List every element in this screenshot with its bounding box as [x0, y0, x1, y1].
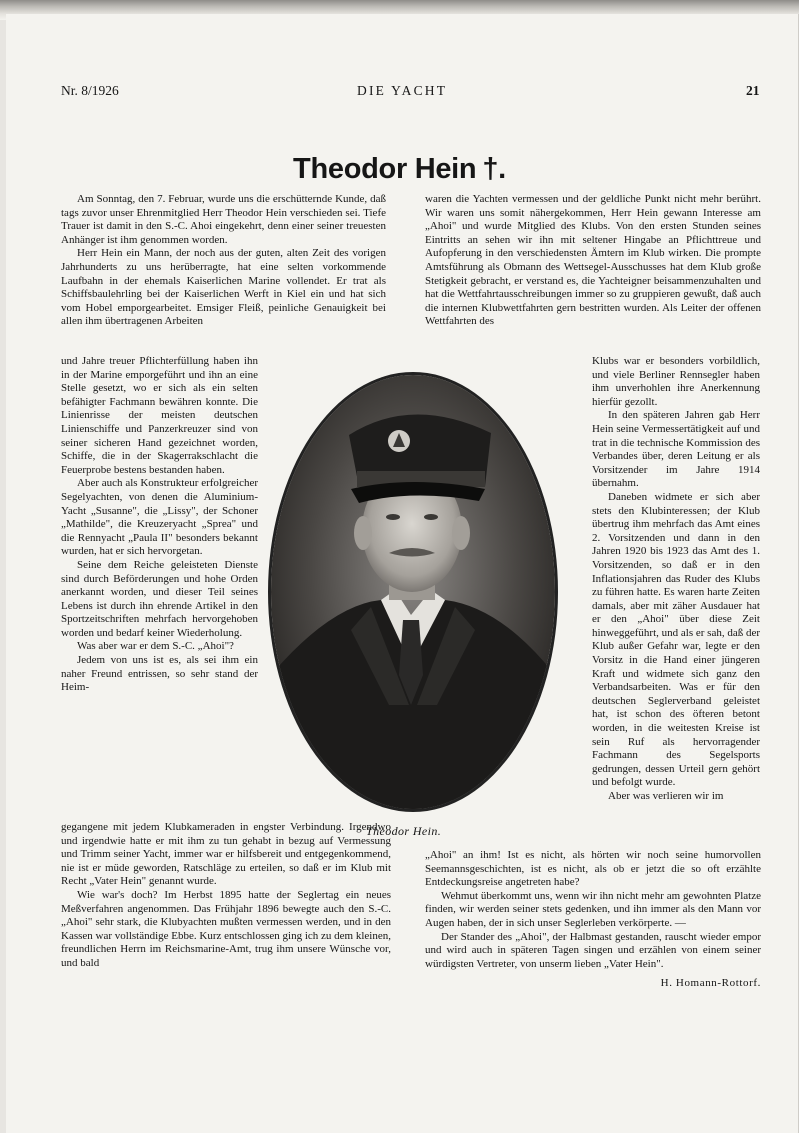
paragraph: Jedem von uns ist es, als sei ihm ein naher Freund entrissen, so sehr stand der Heim- — [61, 654, 258, 694]
paragraph: In den späteren Jahren gab Herr Hein seine Vermessertätigkeit auf und trat in die technische Kommission des Verbandes über, deren Leitung er als Vorsitzender im Jahre 1914 übernahm. — [592, 409, 760, 490]
author-signature: H. Homann-Rottorf. — [660, 977, 761, 990]
paragraph: Seine dem Reiche geleisteten Dienste sind durch Beförderungen und hohe Orden anerkannt worden, und dieser Teil seines Lebens ist durch ihn ehrende Artikel in den Sportzeitschriften mehrfach hervorgehoben worden und bedarf keiner Wiederholung. — [61, 558, 258, 639]
column-left-bottom — [61, 821, 391, 971]
paragraph: Daneben widmete er sich aber stets den Klubinteressen; der Klub übertrug ihm mehrfach das Amt eines 2. Vorsitzenden und dann in den Jahren 1920 bis 1923 das Amt des 1. Vorsitzenden, so daß er in den Inflationsjahren das Ruder des Klubs zu führen hatte. Es waren harte Zeiten damals, aber mit zäher Ausdauer hat er den „Ahoi" über diese Zeit hinweggeführt, und als er sah, daß der Klub außer Gefahr war, legte er den Vorsitz in die Hand einer jüngeren Kraft und widmete sich ganz den Verbandsarbeiten. Was er für den deutschen Seglerverband geleistet hat, ist schon des öfteren betont worden, in die weitesten Kreise ist sein Ruf als hervorragender Fachmann des Segelsports gedrungen, dessen Urteil gern gehört und befolgt wurde. — [592, 490, 761, 789]
paragraph: Herr Hein ein Mann, der noch aus der guten, alten Zeit des vorigen Jahrhunderts zu uns herüberragte, hat eine selten vorkommende Laufbahn in der ehemals Kaiserlichen Marine vollendet. Er trat als Schiffsbaulehrling bei der Kaiserlichen Werft in Kiel ein und hat sich vom Hobel emporgearbeitet. Emsiger Fleiß, peinliche Genauigkeit bei allen ihm übertragenen Arbeiten — [61, 247, 386, 328]
column-right-middle — [592, 355, 760, 804]
journal-title: DIE YACHT — [357, 83, 448, 98]
page-number: 21 — [746, 83, 760, 98]
column-right-top — [425, 193, 761, 329]
column-right-bottom — [425, 849, 761, 991]
paragraph: Aber auch als Konstrukteur erfolgreicher Segelyachten, von denen die Aluminium-Yacht „Susanne", die „Lissy", der Schoner „Mathilde", die Kreuzeryacht „Sprea" und die Rennyacht „Paula II" besonders bekannt wurden, hat er sich hervorgetan. — [61, 477, 258, 558]
article-title — [0, 153, 799, 186]
paragraph: Wehmut überkommt uns, wenn wir ihn nicht mehr am gewohnten Platze finden, wir werden seiner stets gedenken, und ihn immer als den Mann vor Augen haben, der in sich unser Seglerleben verkörperte. — — [425, 889, 761, 929]
paragraph: und Jahre treuer Pflichterfüllung haben ihn in der Marine emporgeführt und ihn an eine Stelle gesetzt, wo er sich als ein selten befähigter Fachmann bewähren konnte. Die Linienrisse der meisten deutschen Linienschiffe und Panzerkreuzer sind von seiner sicheren Hand gezeichnet worden, Schiffe, die in der Skagerrakschlacht die Feuerprobe bestens bestanden haben. — [61, 355, 258, 476]
paragraph: Der Stander des „Ahoi", der Halbmast gestanden, rauscht wieder empor und wird auch in späteren Tagen singen und erzählen von einem seiner würdigsten Vertreter, von unserm lieben „Vater Hein". — [425, 930, 761, 970]
paragraph: Am Sonntag, den 7. Februar, wurde uns die erschütternde Kunde, daß tags zuvor unser Ehrenmitglied Herr Theodor Hein verschieden sei. Tiefe Trauer ist damit in den S.-C. Ahoi eingekehrt, denn einer seiner treuesten Anhänger ist ihm genommen worden. — [61, 193, 386, 246]
issue-number: Nr. 8/1926 — [61, 83, 119, 98]
photo-caption: Theodor Hein. — [366, 824, 442, 838]
column-left-middle — [61, 355, 258, 695]
paragraph: Klubs war er besonders vorbildlich, und viele Berliner Rennsegler haben ihm unverhohlen ihre Anerkennung hierfür gezollt. — [592, 355, 760, 408]
paragraph: Aber was verlieren wir im — [608, 790, 724, 802]
article-title-text: Theodor Hein — [293, 153, 477, 185]
portrait-image — [271, 375, 555, 809]
paragraph: waren die Yachten vermessen und der geldliche Punkt nicht mehr berührt. Wir waren uns somit nähergekommen, Herr Hein gewann Interesse am „Ahoi" und wurde Mitglied des Klubs. Von den ersten Stunden seines Eintritts an sehen wir ihn mit seltener Hingabe an Pflichttreue und Aufopferung in den verschiedensten Ämtern im Klub wirken. Die prompte Amtsführung als Obmann des Wettsegel-Ausschusses hat dem Klub große Stetigkeit gebracht, er verstand es, die Yachteigner beisammenzuhalten und hat die Wettfahrtausschreibungen immer so zu gruppieren gewußt, daß auch die internen Klubwettfahrten gern bestritten wurden. Als Leiter der offenen Wettfahrten des — [425, 193, 761, 328]
paragraph: Wie war's doch? Im Herbst 1895 hatte der Seglertag ein neues Meßverfahren angenommen. Das Frühjahr 1896 bewegte auch den S.-C. „Ahoi" sehr stark, die Klubyachten mußten vermessen werden, und in den Kassen war vollständige Ebbe. Kurz entschlossen ging ich zu dem kleinen, freundlichen Herrn im Reichsmarine-Amt, trug ihm unsere Wünsche vor, und bald — [61, 888, 391, 969]
paragraph: gegangene mit jedem Klubkameraden in engster Verbindung. Irgendwo und irgendwie hatte er mit ihm zu tun gehabt in bezug auf Vermessung und Trimm seiner Yacht, immer war er hilfsbereit und entgegenkommend, nie ist er müde geworden, Ratschläge zu erteilen, so daß er im Klub mit Recht „Vater Hein" genannt wurde. — [61, 821, 391, 888]
column-left-top — [61, 193, 386, 329]
death-cross-symbol: †. — [482, 153, 506, 185]
paragraph: „Ahoi" an ihm! Ist es nicht, als hörten wir noch seine humorvollen Seemannsgeschichten, ist es nicht, als ob er jetzt die so oft erzählte Entdeckungsreise angetreten habe? — [425, 849, 761, 889]
paragraph: Was aber war er dem S.-C. „Ahoi"? — [77, 640, 234, 653]
portrait-photo — [268, 372, 558, 812]
